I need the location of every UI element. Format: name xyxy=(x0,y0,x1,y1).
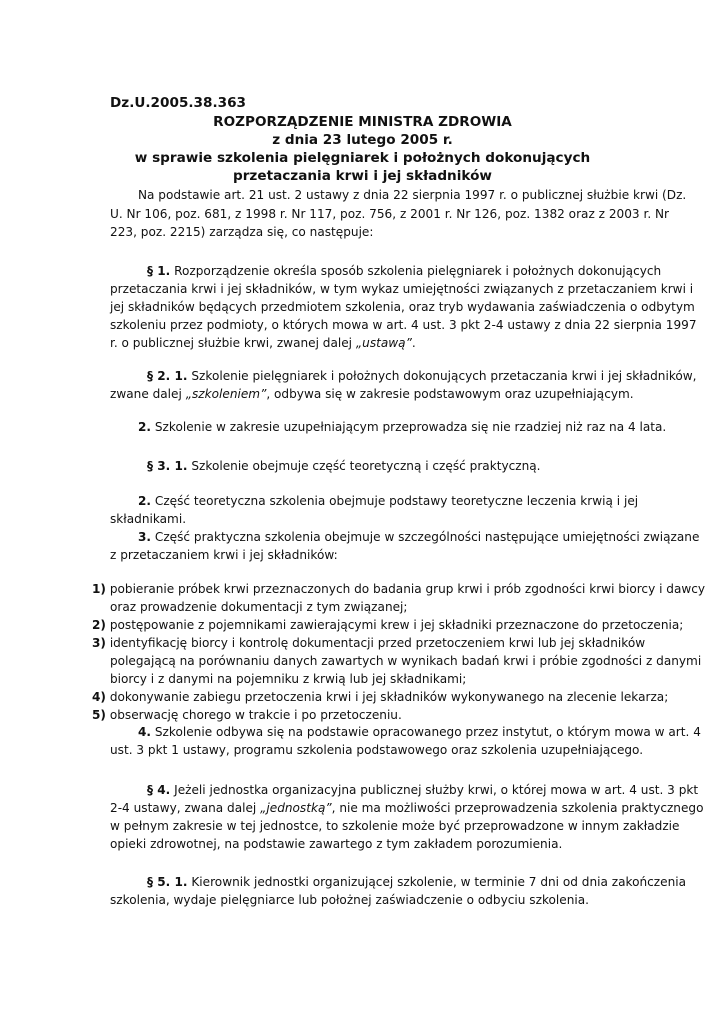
section-2-paragraph-2: 2. Szkolenie w zakresie uzupełniającym przeprowadza się nie rzadziej niż raz na 4 lata. xyxy=(138,420,667,434)
section-4-line-3: w pełnym zakresie w tej jednostce, to szkolenie może być przeprowadzone w innym zakładzie xyxy=(110,819,680,833)
section-4-line-2: 2-4 ustawy, zwana dalej „jednostką”, nie ma możliwości przeprowadzenia szkolenia praktycznego xyxy=(110,801,704,815)
section-2-mark: § 2. 1. xyxy=(147,369,188,383)
section-1-line-3: jej składników będących przedmiotem szkolenia, oraz tryb wydawania zaświadczenia o odbytym xyxy=(110,300,695,314)
defined-term-ustawa: „ustawą” xyxy=(355,336,412,350)
section-1-mark: § 1. xyxy=(147,264,171,278)
section-3-paragraph-2-line-2: składnikami. xyxy=(110,512,187,526)
section-1-line-4: szkoleniu przez podmioty, o których mowa w art. 4 ust. 3 pkt 2-4 ustawy z dnia 22 sierpnia 1997 xyxy=(110,318,697,332)
section-4-line-1: § 4. Jeżeli jednostka organizacyjna publicznej służby krwi, o której mowa w art. 4 ust. 3 pkt xyxy=(147,783,699,797)
list-item-1-line-2: oraz prowadzenie dokumentacji z tym związanej; xyxy=(110,600,408,614)
journal-reference: Dz.U.2005.38.363 xyxy=(110,95,247,111)
list-item-3: 3) identyfikację biorcy i kontrolę dokumentacji przed przetoczeniem krwi lub jej składników xyxy=(92,636,646,650)
title-line-2: z dnia 23 lutego 2005 r. xyxy=(272,132,453,148)
section-5-mark: § 5. 1. xyxy=(147,875,188,889)
section-5-line-2: szkolenia, wydaje pielęgniarce lub położnej zaświadczenie o odbyciu szkolenia. xyxy=(110,893,589,907)
list-item-5: 5) obserwację chorego w trakcie i po przetoczeniu. xyxy=(92,708,402,722)
title-line-3: w sprawie szkolenia pielęgniarek i położnych dokonujących xyxy=(134,150,591,166)
section-3-mark: § 3. 1. xyxy=(147,459,188,473)
section-3-paragraph-3-line-1: 3. Część praktyczna szkolenia obejmuje w szczególności następujące umiejętności związane xyxy=(138,530,700,544)
preamble-line-3: 223, poz. 2215) zarządza się, co następuje: xyxy=(110,225,374,239)
list-item-1: 1) pobieranie próbek krwi przeznaczonych do badania grup krwi i prób zgodności krwi biorcy i dawcy xyxy=(92,582,706,596)
list-item-2: 2) postępowanie z pojemnikami zawierającymi krew i jej składniki przeznaczone do przetoczenia; xyxy=(92,618,684,632)
section-3-paragraph-1: § 3. 1. Szkolenie obejmuje część teoretyczną i część praktyczną. xyxy=(147,459,541,473)
section-2-line-1: § 2. 1. Szkolenie pielęgniarek i położnych dokonujących przetaczania krwi i jej składników, xyxy=(147,369,697,383)
section-1-line-1: § 1. Rozporządzenie określa sposób szkolenia pielęgniarek i położnych dokonujących xyxy=(147,264,662,278)
section-1-line-5: r. o publicznej służbie krwi, zwanej dalej „ustawą”. xyxy=(110,336,416,350)
section-3-paragraph-4-line-1: 4. Szkolenie odbywa się na podstawie opracowanego przez instytut, o którym mowa w art. 4 xyxy=(138,725,701,739)
section-1-line-2: przetaczania krwi i jej składników, w tym wykaz umiejętności związanych z przetaczaniem krwi i xyxy=(110,282,694,296)
section-3-paragraph-4-line-2: ust. 3 pkt 1 ustawy, programu szkolenia podstawowego oraz szkolenia uzupełniającego. xyxy=(110,743,644,757)
section-3-paragraph-3-line-2: z przetaczaniem krwi i jej składników: xyxy=(110,548,338,562)
list-item-3-line-3: biorcy i z danymi na pojemniku z krwią lub jej składnikami; xyxy=(110,672,467,686)
section-3-paragraph-2-line-1: 2. Część teoretyczna szkolenia obejmuje podstawy teoretyczne leczenia krwią i jej xyxy=(138,494,639,508)
title-line-4: przetaczania krwi i jej składników xyxy=(233,168,492,184)
preamble-line-1: Na podstawie art. 21 ust. 2 ustawy z dnia 22 sierpnia 1997 r. o publicznej służbie krwi (Dz. xyxy=(138,188,687,202)
list-item-3-line-2: polegającą na porównaniu danych zawartych w wynikach badań krwi i próbie zgodności z danymi xyxy=(110,654,702,668)
defined-term-szkolenie: „szkoleniem” xyxy=(185,387,267,401)
section-2-line-2: zwane dalej „szkoleniem”, odbywa się w zakresie podstawowym oraz uzupełniającym. xyxy=(110,387,634,401)
preamble-line-2: U. Nr 106, poz. 681, z 1998 r. Nr 117, poz. 756, z 2001 r. Nr 126, poz. 1382 oraz z 2003 r. Nr xyxy=(110,207,670,221)
section-4-mark: § 4. xyxy=(147,783,171,797)
list-item-4: 4) dokonywanie zabiegu przetoczenia krwi i jej składników wykonywanego na zlecenie lekarza; xyxy=(92,690,669,704)
section-4-line-4: opieki zdrowotnej, na podstawie zawartego z tym zakładem porozumienia. xyxy=(110,837,563,851)
section-5-line-1: § 5. 1. Kierownik jednostki organizującej szkolenie, w terminie 7 dni od dnia zakończenia xyxy=(147,875,687,889)
defined-term-jednostka: „jednostką” xyxy=(260,801,332,815)
title-line-1: ROZPORZĄDZENIE MINISTRA ZDROWIA xyxy=(213,114,512,130)
